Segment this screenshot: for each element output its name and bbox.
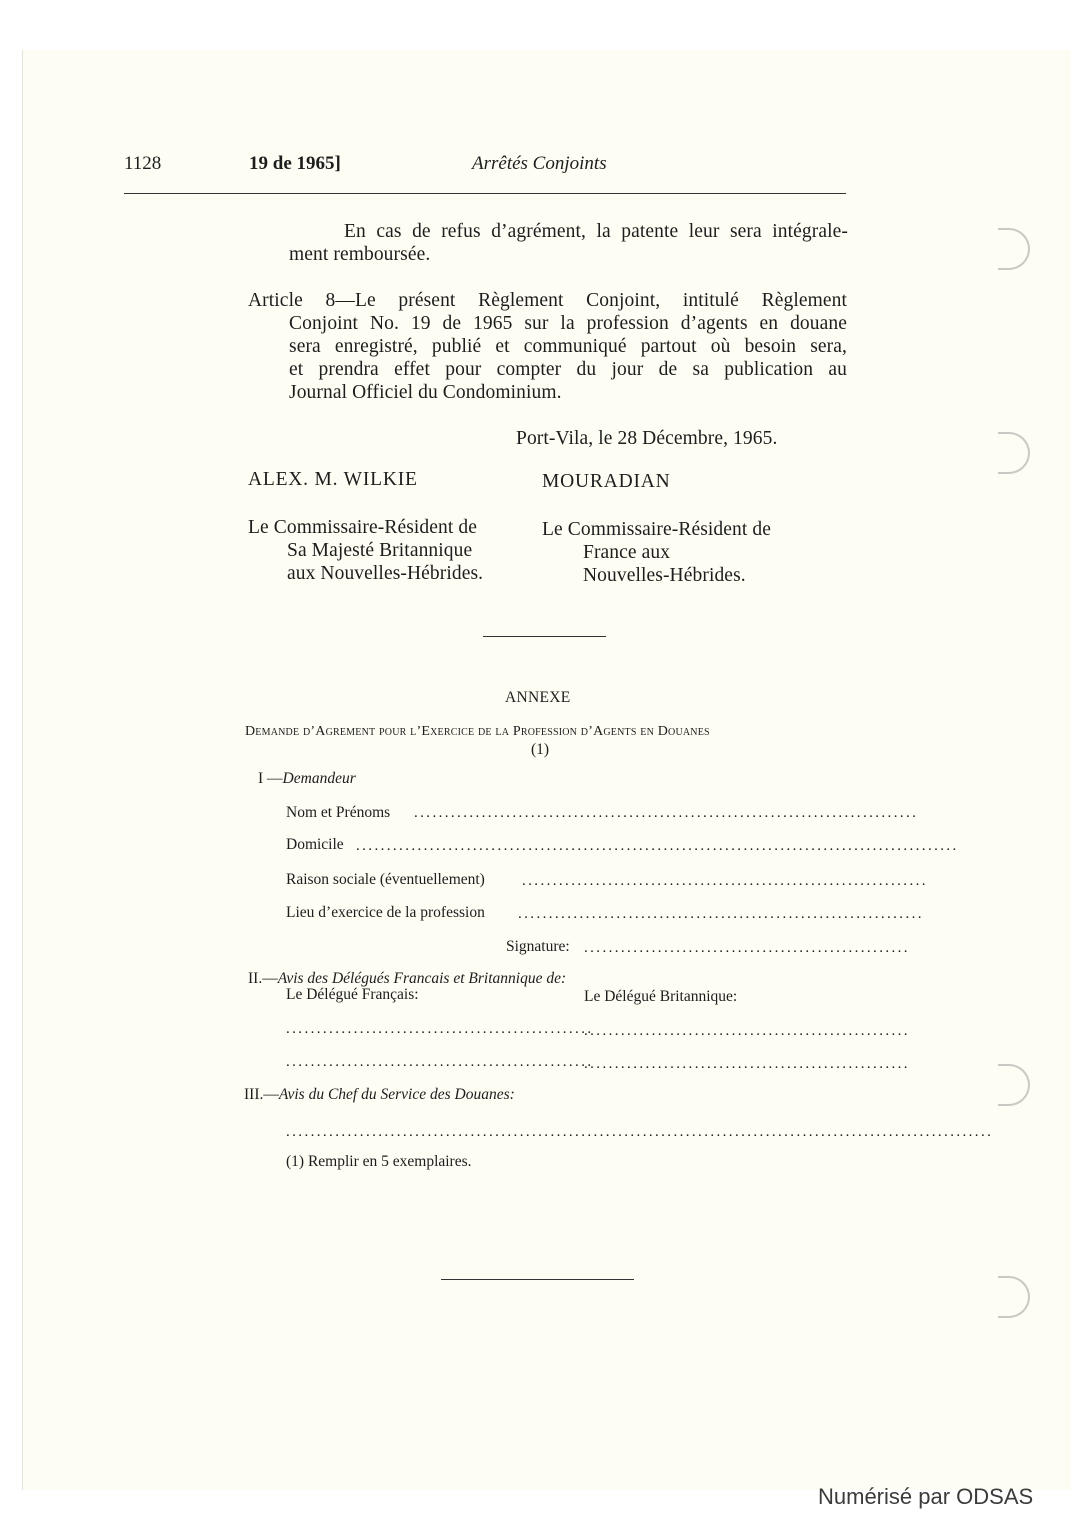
delegue-francais-line-2[interactable]: .................................................. [286,1054,594,1070]
section-1-title: Demandeur [282,770,356,787]
section-divider [483,636,606,637]
signatory-left-title-3: aux Nouvelles-Hébrides. [287,563,484,584]
delegue-francais-label: Le Délégué Français: [286,986,419,1003]
section-1-heading [258,770,356,788]
article-8-line1: Article 8—Le présent Règlement Conjoint, intitulé Règlement [248,290,847,311]
delegue-britannique-line-2[interactable]: ..................................................... [584,1056,910,1072]
signatory-right-name: MOURADIAN [542,471,671,492]
article-8-line4: et prendra effet pour compter du jour de sa publication au [289,359,847,380]
section-2-title: Avis des Délégués Francais et Britannique de: [277,970,567,987]
paragraph-refusal-line2: ment remboursée. [289,244,431,265]
article-8-line5: Journal Officiel du Condominium. [289,382,562,403]
section-2-number: II.— [248,970,278,987]
field-nom-label: Nom et Prénoms [286,804,391,821]
document-page [22,50,1071,1490]
signatory-right-title-2: France aux [583,542,671,563]
delegue-britannique-line-1[interactable]: ..................................................... [584,1023,910,1039]
field-domicile-line[interactable]: .................................................................................................. [356,838,959,854]
footnote: (1) Remplir en 5 exemplaires. [286,1153,472,1170]
section-3-number: III.— [244,1086,279,1103]
chef-douanes-line[interactable]: ................................................................................................................... [286,1124,994,1140]
section-3-heading [244,1086,515,1104]
digitized-by-footer: Numérisé par ODSAS [818,1484,1034,1509]
article-8-line2: Conjoint No. 19 de 1965 sur la profession d’agents en douane [289,313,847,334]
field-lieu-label: Lieu d’exercice de la profession [286,904,485,921]
field-signature-line[interactable]: ..................................................... [584,940,910,956]
signatory-left-title-2: Sa Majesté Britannique [287,540,473,561]
signatory-right-title-3: Nouvelles-Hébrides. [583,565,746,586]
section-3-title: Avis du Chef du Service des Douanes: [278,1086,515,1103]
field-domicile-label: Domicile [286,836,344,853]
delegue-francais-line-1[interactable]: .................................................. [286,1021,594,1037]
field-nom-line[interactable]: .................................................................................. [414,805,919,821]
annexe-subtitle-note: (1) [531,741,550,758]
paragraph-refusal-line1: En cas de refus d’agrément, la patente leur sera intégrale- [344,221,848,242]
field-lieu-line[interactable]: .................................................................. [518,906,924,922]
place-date: Port-Vila, le 28 Décembre, 1965. [516,428,778,449]
delegue-britannique-label: Le Délégué Britannique: [584,988,738,1005]
field-raison-line[interactable]: .................................................................. [522,873,928,889]
annexe-subtitle: Demande d’Agrement pour l’Exercice de la Profession d’Agents en Douanes [245,724,710,739]
signatory-right-title-1: Le Commissaire-Résident de [542,519,771,540]
field-raison-label: Raison sociale (éventuellement) [286,871,485,888]
signatory-left-title-1: Le Commissaire-Résident de [248,517,477,538]
article-8-line3: sera enregistré, publié et communiqué partout où besoin sera, [289,336,847,357]
end-divider [441,1279,634,1280]
annexe-title: ANNEXE [505,689,571,706]
section-1-number: I — [258,770,283,787]
header-rule [124,193,846,194]
running-title: Arrêtés Conjoints [472,153,607,174]
field-signature-label: Signature: [506,938,570,955]
regulation-ref: 19 de 1965] [249,153,341,174]
page-number: 1128 [124,153,162,174]
signatory-left-name: ALEX. M. WILKIE [248,469,418,490]
